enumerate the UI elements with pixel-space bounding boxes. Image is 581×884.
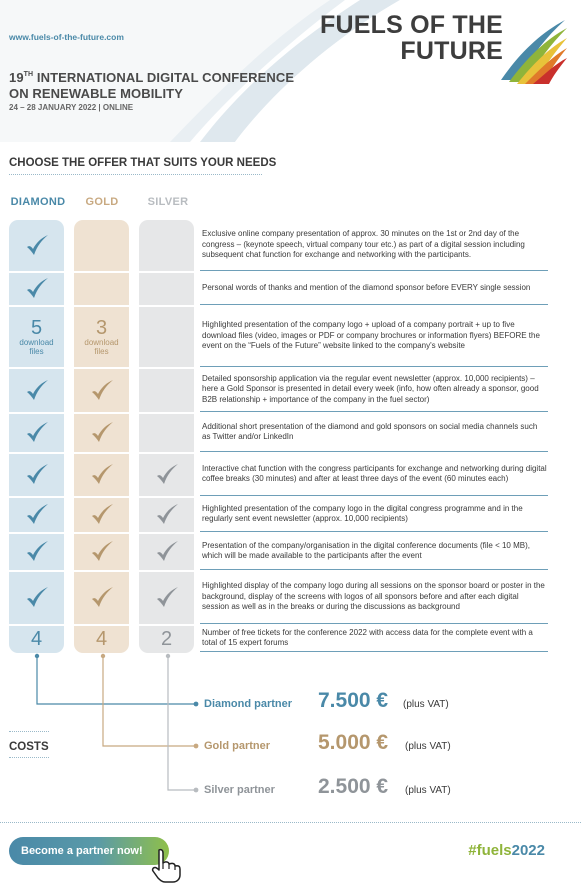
offer-description: Highlighted presentation of the company logo + upload of a company portrait + up to five download files (video, images or PDF or company brochures or information flyers) BEFORE the event on the “Fuels of the Future” website linked to the company's website — [202, 320, 540, 351]
gold-count-value: 3 — [95, 317, 108, 339]
offer-description: Highlighted presentation of the company logo in the digital congress programme and in the regularly sent event newsletter (approx. 10,000 recipients) — [202, 503, 523, 523]
offer-description: Personal words of thanks and mention of the diamond sponsor before EVERY single session — [202, 282, 531, 292]
diamond-count-value: 4 — [30, 628, 43, 650]
gold-check-icon — [74, 453, 129, 497]
pointing-hand-icon — [150, 848, 182, 884]
offer-description: Interactive chat function with the congress participants for exchange and networking during digital coffee breaks (30 minutes) and after at least three days of the event (60 minutes each) — [202, 463, 547, 483]
diamond-check-icon — [9, 571, 64, 625]
silver-check-icon — [139, 533, 194, 571]
price-note-gold: (plus VAT) — [405, 741, 451, 752]
offer-description: Exclusive online company presentation of approx. 30 minutes on the 1st or 2nd day of the congress – (keynote speech, virtual company tour etc.) as part of a digital session including subsequent chat function for exchange and networking with the participants. — [202, 229, 525, 260]
price-value-diamond: 7.500 € — [318, 689, 389, 712]
price-label-silver: Silver partner — [204, 784, 275, 796]
conference-title — [9, 67, 294, 102]
logo-wordmark — [320, 12, 503, 64]
diamond-count — [9, 306, 64, 368]
gold-check-icon — [74, 571, 129, 625]
gold-check-icon — [74, 533, 129, 571]
title-number: 19 — [9, 70, 24, 85]
offer-description: Highlighted display of the company logo during all sessions on the sponsor board or poster in the background, display of the screens with logos of all sponsors before and after each digital session as well as in the breaks or during the discussions as background — [202, 581, 545, 612]
logo-line1: FUELS OF THE — [320, 11, 503, 39]
hashtag-text: #fuels — [468, 842, 512, 859]
column-header-silver: SILVER — [147, 196, 189, 208]
logo-swoosh-icon — [499, 14, 569, 86]
title-ordinal: TH — [23, 71, 34, 78]
price-value-silver: 2.500 € — [318, 775, 389, 798]
costs-divider-top — [9, 731, 49, 732]
price-label-gold: Gold partner — [204, 740, 271, 752]
description-divider — [200, 366, 548, 367]
conference-date: 24 – 28 JANUARY 2022 | ONLINE — [9, 103, 134, 112]
silver-check-icon — [139, 497, 194, 533]
description-divider — [200, 411, 548, 412]
gold-check-icon — [74, 497, 129, 533]
page-header — [0, 0, 581, 142]
offer-description: Presentation of the company/organisation in the digital conference documents (file < 10 MB), which will be made available to the participants after the event — [202, 540, 530, 560]
diamond-check-icon — [9, 220, 64, 272]
diamond-count-label: files — [29, 347, 44, 356]
price-note-silver: (plus VAT) — [405, 785, 451, 796]
diamond-check-icon — [9, 368, 64, 413]
offer-description: Additional short presentation of the diamond and gold sponsors on social media channels such as Twitter and/or LinkedIn — [202, 421, 538, 441]
gold-count — [74, 625, 129, 653]
costs-heading: COSTS — [9, 741, 49, 753]
silver-check-icon — [139, 453, 194, 497]
silver-check-icon — [139, 571, 194, 625]
price-note-diamond: (plus VAT) — [403, 699, 449, 710]
offer-description: Detailed sponsorship application via the regular event newsletter (approx. 10,000 recipients) – here a Gold Sponsor is presented in detail every week (info, how often already a sponsor, good B2B relationship + importance of the company in the fuel sector) — [202, 373, 539, 404]
column-header-diamond: DIAMOND — [10, 196, 66, 208]
hashtag-year: 2022 — [511, 842, 545, 859]
column-header-gold: GOLD — [85, 196, 119, 208]
gold-count-value: 4 — [95, 628, 108, 650]
title-line2: ON RENEWABLE MOBILITY — [9, 86, 183, 101]
diamond-check-icon — [9, 497, 64, 533]
costs-divider-bottom — [9, 757, 49, 758]
description-divider — [200, 495, 548, 496]
diamond-check-icon — [9, 272, 64, 306]
diamond-check-icon — [9, 533, 64, 571]
gold-count-label: files — [94, 347, 109, 356]
gold-check-icon — [74, 368, 129, 413]
heading-divider — [9, 174, 262, 175]
gold-check-icon — [74, 413, 129, 453]
price-label-diamond: Diamond partner — [204, 698, 293, 710]
site-url[interactable]: www.fuels-of-the-future.com — [9, 32, 124, 42]
silver-count — [139, 625, 194, 653]
diamond-count-label: download — [19, 338, 54, 347]
become-partner-button[interactable]: Become a partner now! — [9, 837, 169, 865]
logo-line2: FUTURE — [400, 37, 503, 65]
description-divider — [200, 304, 548, 305]
diamond-count — [9, 625, 64, 653]
silver-count-value: 2 — [160, 628, 173, 650]
price-value-gold: 5.000 € — [318, 731, 389, 754]
price-connector-lines — [0, 650, 320, 800]
diamond-count-value: 5 — [30, 317, 43, 339]
gold-count-label: download — [84, 338, 119, 347]
diamond-check-icon — [9, 413, 64, 453]
description-divider — [200, 270, 548, 271]
description-divider — [200, 623, 548, 624]
description-divider — [200, 569, 548, 570]
title-line1: INTERNATIONAL DIGITAL CONFERENCE — [33, 70, 295, 85]
offer-heading: CHOOSE THE OFFER THAT SUITS YOUR NEEDS — [9, 157, 277, 169]
gold-count — [74, 306, 129, 368]
description-divider — [200, 531, 548, 532]
offer-description: Number of free tickets for the conference 2022 with access data for the complete event with a total of 15 expert forums — [202, 627, 533, 647]
hashtag — [468, 842, 545, 859]
diamond-check-icon — [9, 453, 64, 497]
footer-divider — [0, 822, 581, 823]
description-divider — [200, 451, 548, 452]
